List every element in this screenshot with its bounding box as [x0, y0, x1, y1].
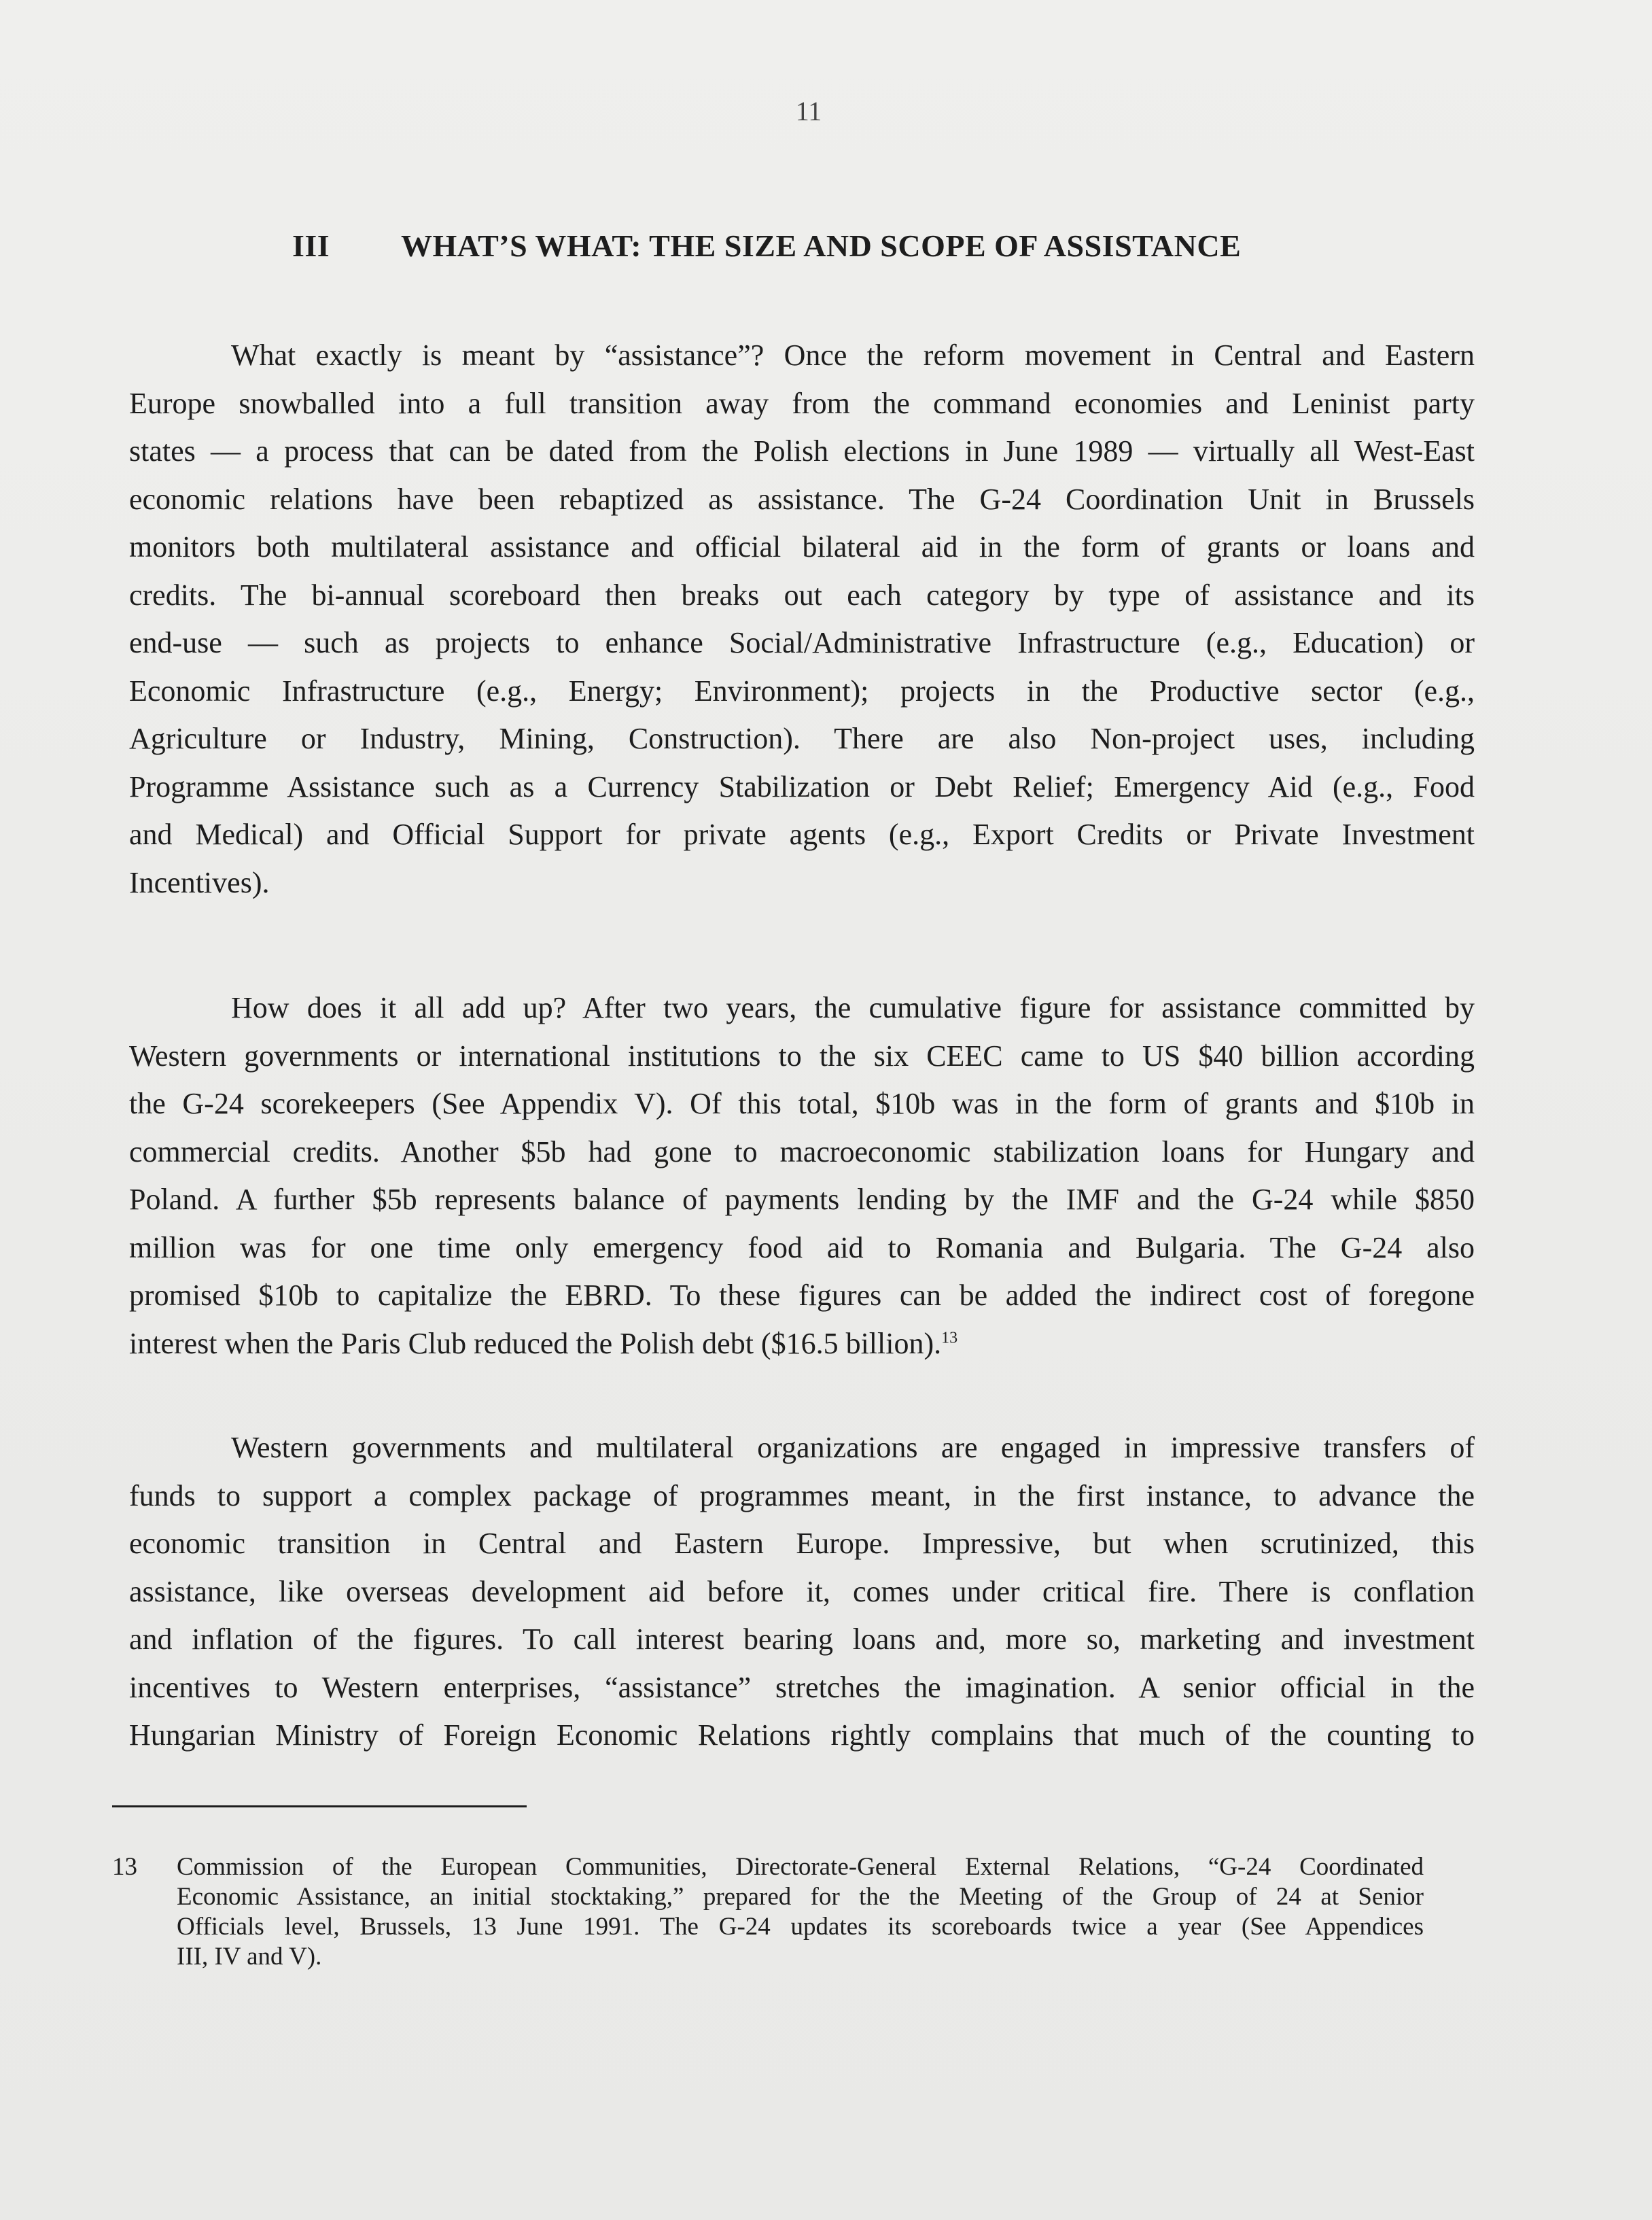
paragraph-line: end-use — such as projects to enhance Social/Administrative Infrastructure (e.g., Education) or [129, 626, 1475, 659]
footnote-line: Officials level, Brussels, 13 June 1991. The G-24 updates its scoreboards twice a year (See Appendices [177, 1913, 1424, 1941]
paragraph-line: and inflation of the figures. To call interest bearing loans and, more so, marketing and investment [129, 1623, 1475, 1656]
paragraph-line: Programme Assistance such as a Currency Stabilization or Debt Relief; Emergency Aid (e.g., Food [129, 769, 1475, 803]
paragraph-line: Hungarian Ministry of Foreign Economic Relations rightly complains that much of the counting to [129, 1718, 1475, 1752]
paragraph-line [129, 1320, 1475, 1368]
paragraph-line: Poland. A further $5b represents balance of payments lending by the IMF and the G-24 while $850 [129, 1183, 1475, 1216]
footnote-divider [112, 1805, 527, 1807]
section-heading [292, 228, 1352, 264]
paragraph-line: Incentives). [129, 865, 270, 899]
paragraph-line: economic relations have been rebaptized as assistance. The G-24 Coordination Unit in Brussels [129, 482, 1475, 516]
paragraph-line: and Medical) and Official Support for private agents (e.g., Export Credits or Private Investment [129, 818, 1475, 851]
paragraph-1 [129, 332, 1475, 907]
paragraph-line: funds to support a complex package of programmes meant, in the first instance, to advance the [129, 1478, 1475, 1512]
paragraph-line: Western governments or international institutions to the six CEEC came to US $40 billion according [129, 1039, 1475, 1073]
paragraph-line: monitors both multilateral assistance and official bilateral aid in the form of grants or loans and [129, 530, 1475, 563]
footnote-text [177, 1852, 1424, 1972]
paragraph-line: incentives to Western enterprises, “assistance” stretches the imagination. A senior official in the [129, 1670, 1475, 1704]
paragraph-line: assistance, like overseas development aid before it, comes under critical fire. There is conflation [129, 1574, 1475, 1608]
paragraph-line-text: interest when the Paris Club reduced the Polish debt ($16.5 billion). [129, 1326, 942, 1360]
paragraph-line: states — a process that can be dated from the Polish elections in June 1989 — virtually all West-East [129, 434, 1475, 468]
paragraph-line: Agriculture or Industry, Mining, Construction). There are also Non-project uses, including [129, 722, 1475, 755]
paragraph-line: million was for one time only emergency food aid to Romania and Bulgaria. The G-24 also [129, 1230, 1475, 1264]
footnote-reference[interactable]: 13 [941, 1328, 958, 1347]
section-number: III [292, 228, 330, 263]
paragraph-line: commercial credits. Another $5b had gone to macroeconomic stabilization loans for Hungary and [129, 1134, 1475, 1168]
paragraph-line: How does it all add up? After two years, the cumulative figure for assistance committed by [231, 991, 1475, 1024]
paragraph-3 [129, 1424, 1475, 1760]
paragraph-line: credits. The bi-annual scoreboard then breaks out each category by type of assistance and its [129, 578, 1475, 612]
paragraph-2 [129, 984, 1475, 1368]
footnote-number: 13 [112, 1853, 137, 1881]
paragraph-line: Western governments and multilateral organizations are engaged in impressive transfers of [231, 1431, 1475, 1464]
paragraph-line: the G-24 scorekeepers (See Appendix V). Of this total, $10b was in the form of grants and $10b in [129, 1087, 1475, 1120]
paragraph-line: economic transition in Central and Eastern Europe. Impressive, but when scrutinized, this [129, 1527, 1475, 1560]
paragraph-line: promised $10b to capitalize the EBRD. To these figures can be added the indirect cost of foregone [129, 1279, 1475, 1312]
page-number: 11 [795, 96, 822, 126]
footnote-line: Commission of the European Communities, Directorate-General External Relations, “G-24 Coordinated [177, 1853, 1424, 1881]
footnote-line: III, IV and V). [177, 1943, 322, 1971]
section-title: WHAT’S WHAT: THE SIZE AND SCOPE OF ASSISTANCE [401, 228, 1242, 263]
paragraph-line: Economic Infrastructure (e.g., Energy; Environment); projects in the Productive sector (e.g., [129, 674, 1475, 708]
paragraph-line: Europe snowballed into a full transition away from the command economies and Leninist party [129, 386, 1475, 420]
paragraph-line: What exactly is meant by “assistance”? Once the reform movement in Central and Eastern [231, 339, 1475, 372]
footnote-line: Economic Assistance, an initial stocktaking,” prepared for the the Meeting of the Group of 24 at Senior [177, 1883, 1424, 1911]
